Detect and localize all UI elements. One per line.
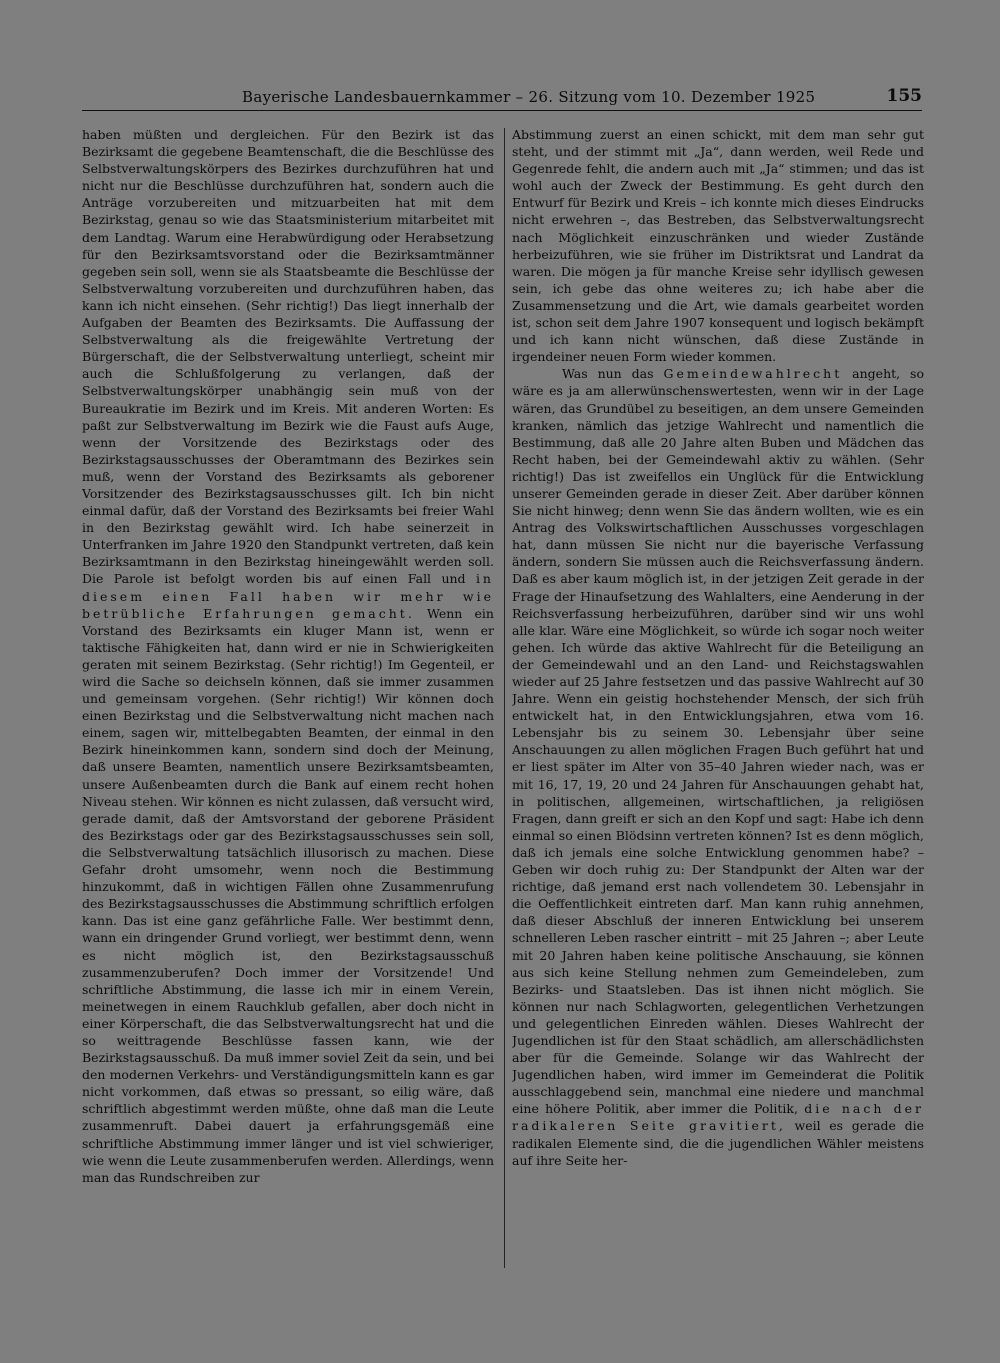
right-paragraph-2 [512,365,924,1168]
column-divider [504,128,505,1268]
left-column [82,126,494,1288]
page-number: 155 [886,86,922,106]
running-header [82,86,922,112]
right-paragraph-1: Abstimmung zuerst an einen schickt, mit dem man sehr gut steht, und der stimmt mit „Ja“, dann werden, weil Rede und Gegenrede fehlt, die andern auch mit „Ja“ stimmen; und das ist wohl auch der Zweck der Bestimmung. Es geht durch den Entwurf für Bezirk und Kreis – ich konnte mich dieses Eindrucks nicht erwehren –, das Bestreben, das Selbstverwaltungsrecht nach Möglichkeit einzuschränken und wieder Zustände herbeizuführen, wie sie früher im Distriktsrat und Landrat da waren. Die mögen ja für manche Kreise sehr idyllisch gewesen sein, ich gebe das ohne weiteres zu; ich habe aber die Zusammensetzung und die Art, wie damals gearbeitet worden ist, schon seit dem Jahre 1907 konsequent und logisch bekämpft und ich kann nicht wünschen, daß diese Zustände in irgendeiner neuen Form wieder kommen. [512,127,924,365]
right-paragraph-2-lead: Was nun das [562,366,664,382]
right-column [512,126,924,1288]
right-paragraph-2-end: weil es gerade die radikalen Elemente sind, die die jugendlichen Wähler meistens auf ihre Seite her- [512,1118,924,1168]
header-title: Bayerische Landesbauernkammer – 26. Sitzung vom 10. Dezember 1925 [242,88,816,106]
header-rule [82,110,922,111]
left-paragraph-text-rest: Wenn ein Vorstand des Bezirksamts ein kluger Mann ist, wenn er taktische Fähigkeiten hat, dann wird er nie in Schwierigkeiten geraten mit seinem Bezirkstag. (Sehr richtig!) Im Gegenteil, er wird die Sache so deichseln können, daß sie immer zusammen und gemeinsam vorgehen. (Sehr richtig!) Wir können doch einen Bezirkstag und die Selbstverwaltung nicht machen nach einem, sagen wir, mittelbegabten Beamten, der einmal in den Bezirk hineinkommen kann, sondern sind doch der Meinung, daß unsere Beamten, namentlich unsere Bezirksamtsbeamten, unsere Außenbeamten durch die Bank auf einem recht hohen Niveau stehen. Wir können es nicht zulassen, daß versucht wird, gerade damit, daß der Amtsvorstand der geborene Präsident des Bezirkstags oder gar des Bezirkstagsausschusses sein soll, die Selbstverwaltung tatsächlich illusorisch zu machen. Diese Gefahr droht umsomehr, wenn noch die Bestimmung hinzukommt, daß in wichtigen Fällen ohne Zusammenrufung des Bezirkstagsausschusses die Abstimmung schriftlich erfolgen kann. Das ist eine ganz gefährliche Falle. Wer bestimmt denn, wann ein dringender Grund vorliegt, wer bestimmt denn, wenn es nicht möglich ist, den Bezirkstagsausschuß zusammenzuberufen? Doch immer der Vorsitzende! Und schriftliche Abstimmung, die lasse ich mir in einem Verein, meinetwegen in einem Rauchklub gefallen, aber doch nicht in einer Körperschaft, die das Selbstverwaltungsrecht hat und die so weittragende Beschlüsse fassen kann, wie der Bezirkstagsausschuß. Da muß immer soviel Zeit da sein, und bei den modernen Verkehrs- und Verständigungsmitteln kann es gar nicht vorkommen, daß etwas so pressant, so eilig wäre, daß schriftlich abgestimmt werden müßte, ohne daß man die Leute zusammenruft. Dabei dauert ja erfahrungsgemäß eine schriftliche Abstimmung immer länger und ist viel schwieriger, wie wenn die Leute zusammenberufen werden. Allerdings, wenn man das Rundschreiben zur [82,605,494,1185]
left-paragraph [82,126,494,1186]
left-paragraph-text: haben müßten und dergleichen. Für den Bezirk ist das Bezirksamt die gegebene Beamtenschaft, die die Beschlüsse des Selbstverwaltungskörpers des Bezirkes durchzuführen hat und nicht nur die Beschlüsse durchzuführen hat, sondern auch die Anträge vorzubereiten und mitzuarbeiten hat mit dem Bezirkstag, genau so wie das Staatsministerium mitarbeitet mit dem Landtag. Warum eine Herabwürdigung oder Herabsetzung für den Bezirksamtsvorstand oder die Bezirksamtmänner gegeben sein soll, wenn sie als Staatsbeamte die Beschlüsse der Selbstverwaltung vorzubereiten und durchzuführen haben, das kann ich nicht einsehen. (Sehr richtig!) Das liegt innerhalb der Aufgaben der Beamten des Bezirksamts. Die Auffassung der Selbstverwaltung als die freigewählte Vertretung der Bürgerschaft, die der Selbstverwaltung unterliegt, scheint mir auch die Schlußfolgerung zu verlangen, daß der Selbstverwaltungskörper unabhängig sein muß von der Bureaukratie im Bezirk und im Kreis. Mit anderen Worten: Es paßt zur Selbstverwaltung im Bezirk wie die Faust aufs Auge, wenn der Vorsitzende des Bezirkstags oder des Bezirkstagsausschusses der Oberamtmann des Bezirkes sein muß, wenn der Vorstand des Bezirksamts als geborener Vorsitzender des Bezirkstagsausschusses gilt. Ich bin nicht einmal dafür, daß der Vorstand des Bezirksamts bei freier Wahl in den Bezirkstag gewählt wird. Ich habe seinerzeit in Unterfranken im Jahre 1920 den Standpunkt vertreten, daß kein Bezirksamtmann in den Bezirkstag hineingewählt werden soll. Die Parole ist befolgt worden bis auf einen Fall und [82,127,494,587]
left-spaced-emphasis: in diesem einen Fall haben wir mehr wie betrübliche Erfahrungen gemacht. [82,571,494,621]
right-paragraph-2-text: angeht, so wäre es ja am allerwünschenswertesten, wenn wir in der Lage wären, das Grundübel zu beseitigen, an dem unsere Gemeinden kranken, nämlich das jetzige Wahlrecht und namentlich die Bestimmung, daß alle 20 Jahre alten Buben und Mädchen das Recht haben, bei der Gemeindewahl aktiv zu wählen. (Sehr richtig!) Das ist zweifellos ein Unglück für die Entwicklung unserer Gemeinden gerade in dieser Zeit. Aber darüber können Sie nicht hinweg; denn wenn Sie das ändern wollten, wie es ein Antrag des Volkswirtschaftlichen Ausschusses vorgeschlagen hat, dann müssen Sie nicht nur die bayerische Verfassung ändern, sondern Sie müssen auch die Reichsverfassung ändern. Daß es aber kaum möglich ist, in der jetzigen Zeit gerade in der Frage der Hinaufsetzung des Wahlalters, eine Aenderung in der Reichsverfassung herbeizuführen, darüber sind wir uns wohl alle klar. Wäre eine Möglichkeit, so würde ich sogar noch weiter gehen. Ich würde das aktive Wahlrecht für die Beteiligung an der Gemeindewahl und an den Land- und Reichstagswahlen wieder auf 25 Jahre festsetzen und das passive Wahlrecht auf 30 Jahre. Wenn ein geistig hochstehender Mensch, der sich früh entwickelt hat, in den Entwicklungsjahren, etwa vom 16. Lebensjahr bis zu seinem 30. Lebensjahr über seine Anschauungen zu allen möglichen Fragen Buch geführt hat und er liest später im Alter von 35–40 Jahren wieder nach, was er mit 16, 17, 19, 20 und 24 Jahren für Anschauungen gehabt hat, in politischen, allgemeinen, wirtschaftlichen, ja religiösen Fragen, dann greift er sich an den Kopf und sagt: Habe ich denn einmal so einen Blödsinn vertreten können? Ist es denn möglich, daß ich jemals eine solche Entwicklung genommen habe? – Geben wir doch ruhig zu: Der Standpunkt der Alten war der richtige, daß jemand erst nach vollendetem 30. Lebensjahr in die Oeffentlichkeit eintreten darf. Man kann ruhig annehmen, daß dieser Abschluß der inneren Entwicklung bei unserem schnelleren Leben rascher eintritt – mit 25 Jahren –; aber Leute mit 20 Jahren haben keine politische Anschauung, sie können aus sich keine Stellung nehmen zum Gemeindeleben, zum Bezirks- und Staatsleben. Das ist ihnen nicht möglich. Sie können nur nach Schlagworten, gelegentlichen Verhetzungen und gelegentlichen Einreden wählen. Dieses Wahlrecht der Jugendlichen ist für den Staat schädlich, am allerschädlichsten aber für die Gemeinde. Solange wir das Wahlrecht der Jugendlichen haben, wird immer im Gemeinderat die Politik ausschlaggebend sein, manchmal eine niedere und manchmal eine höhere Politik, aber immer die Politik, [512,366,924,1117]
right-spaced-emphasis: Gemeindewahlrecht [663,366,843,382]
right-spaced-emphasis-2: die nach der radikaleren Seite gravitiert, [512,1101,924,1134]
